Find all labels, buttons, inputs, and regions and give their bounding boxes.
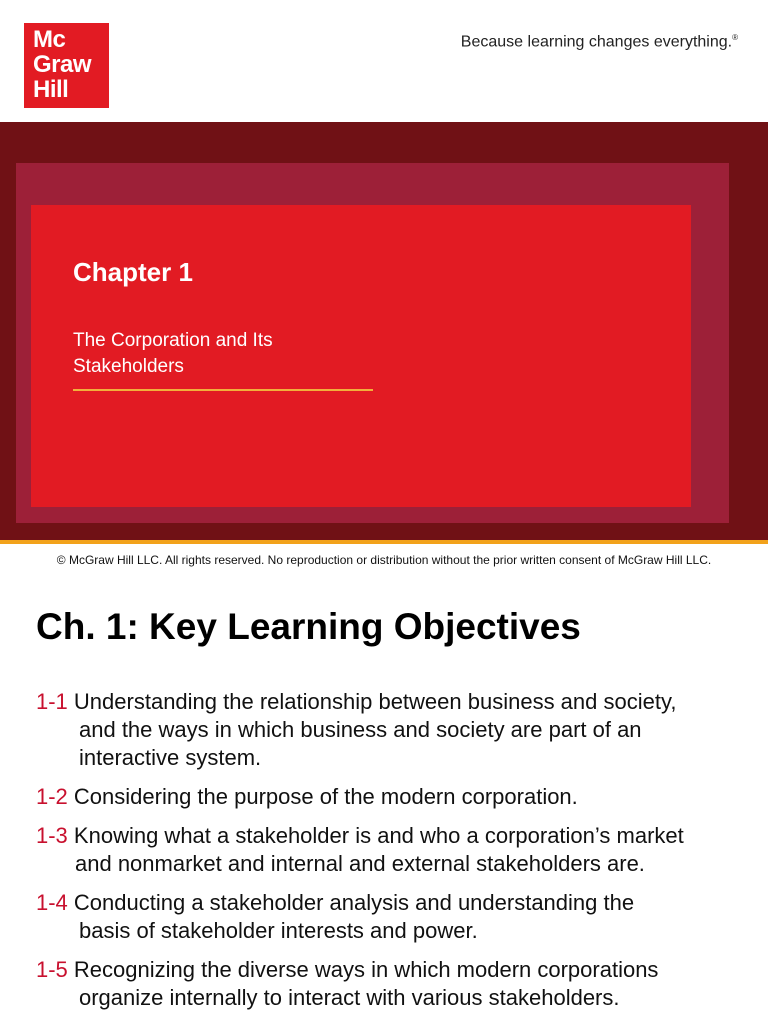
objective-line: and nonmarket and internal and external stakeholders are. xyxy=(75,851,645,876)
logo-line-1: Mc xyxy=(33,26,66,53)
objective-item xyxy=(36,956,746,1012)
objective-line xyxy=(36,956,746,984)
objective-number: 1-4 xyxy=(36,890,68,915)
objective-text: Conducting a stakeholder analysis and understanding the xyxy=(73,890,635,915)
chapter-subtitle xyxy=(73,328,393,380)
objective-text: Understanding the relationship between business and society, xyxy=(73,689,677,714)
tagline-text: Because learning changes everything. xyxy=(460,33,733,51)
objectives-list xyxy=(36,688,746,1023)
objective-text: Recognizing the diverse ways in which modern corporations xyxy=(73,957,659,982)
objective-line xyxy=(36,889,746,917)
objective-line xyxy=(36,822,746,850)
objective-line: and the ways in which business and society are part of an xyxy=(79,717,642,742)
objective-line: organize internally to interact with various stakeholders. xyxy=(79,985,620,1010)
tagline xyxy=(461,33,738,51)
objective-item xyxy=(36,822,746,878)
objective-number: 1-2 xyxy=(36,784,68,809)
objective-line: interactive system. xyxy=(79,745,262,770)
objective-line: basis of stakeholder interests and power. xyxy=(79,918,478,943)
objective-number: 1-5 xyxy=(36,957,68,982)
logo-line-2: Graw xyxy=(33,51,92,78)
mcgraw-hill-logo xyxy=(24,23,109,108)
chapter-title: Chapter 1 xyxy=(73,257,193,287)
objective-item xyxy=(36,889,746,945)
registered-mark: ® xyxy=(732,33,738,42)
chapter-subtitle-line-1: The Corporation and Its xyxy=(73,330,273,351)
title-underline xyxy=(73,389,373,391)
objective-line xyxy=(36,783,746,811)
objective-item xyxy=(36,688,746,772)
copyright-notice: © McGraw Hill LLC. All rights reserved. No reproduction or distribution without the prior written consent of McGraw Hill LLC. xyxy=(56,553,712,567)
objective-number: 1-1 xyxy=(36,689,68,714)
objective-text: Knowing what a stakeholder is and who a corporation’s market xyxy=(73,823,684,848)
chapter-subtitle-line-2: Stakeholders xyxy=(73,356,184,377)
objective-number: 1-3 xyxy=(36,823,68,848)
objective-item xyxy=(36,783,746,811)
objectives-heading: Ch. 1: Key Learning Objectives xyxy=(36,606,581,647)
objective-text: Considering the purpose of the modern corporation. xyxy=(73,784,578,809)
objective-line xyxy=(36,688,746,716)
logo-line-3: Hill xyxy=(33,76,69,103)
gold-divider xyxy=(0,540,768,544)
